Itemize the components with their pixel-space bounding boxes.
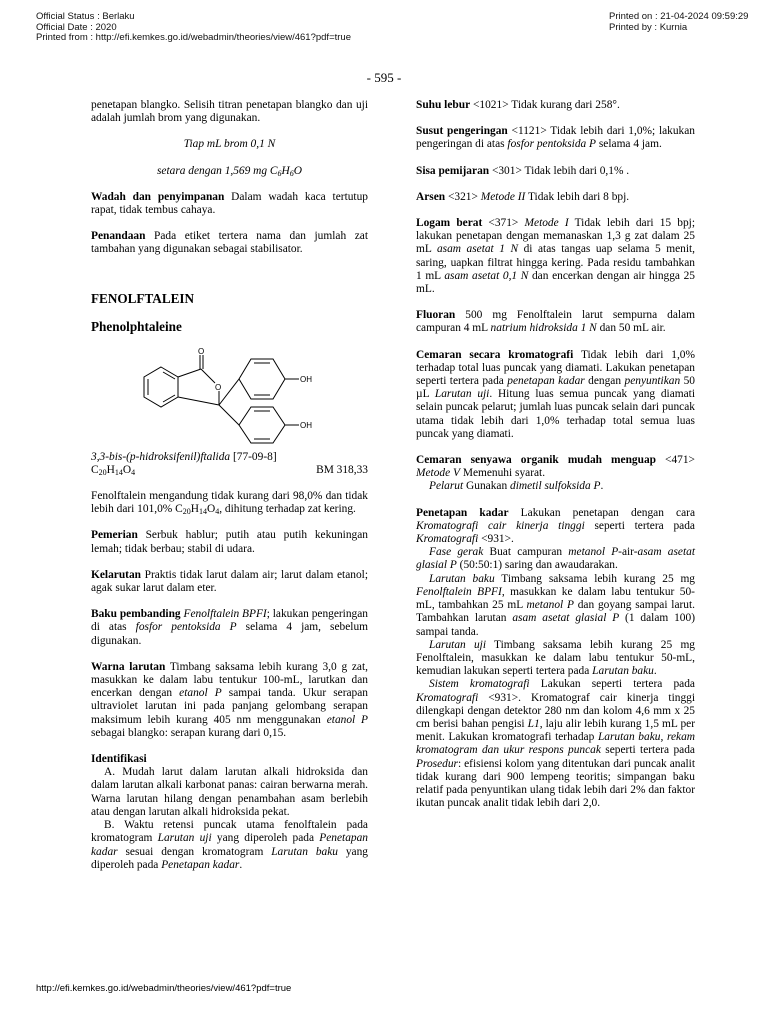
- content-paragraph: Fenolftalein mengandung tidak kurang dari 98,0% dan tidak lebih dari 101,0% $C_{20}H_{14}O_4$, dihitung terhadap zat kering.: [91, 490, 368, 517]
- equivalence-line-2: setara dengan 1,569 mg $C_6H_6O$: [156, 164, 303, 178]
- carbonyl-o-label: O: [198, 346, 205, 356]
- left-column: [91, 99, 368, 872]
- fluoran-label: Fluoran: [416, 309, 456, 322]
- chemical-name-line: [91, 451, 368, 464]
- right-column: [416, 99, 695, 810]
- sisa-pemijaran-section: Sisa pemijaran <301> Tidak lebih dari 0,1% .: [416, 164, 630, 177]
- fase-gerak-paragraph: Fase gerak Buat campuran metanol P-air-asam asetat glasial P (50:50:1) saring dan awaudarakan.: [416, 546, 695, 572]
- print-header-left: [36, 12, 351, 44]
- sistem-kromatografi-paragraph: Sistem kromatografi Lakukan seperti tertera pada Kromatografi <931>. Kromatograf cair kinerja tinggi dilengkapi dengan detektor 280 nm dan kolom 4,6 mm x 25 cm berisi bahan pengisi L1, laju alir lebih kurang 1,5 mL per menit. Lakukan kromatografi terhadap Larutan baku, rekam kromatogram dan ukur respons puncak seperti tertera pada Prosedur: efisiensi kolom yang ditentukan dari puncak analit tidak kurang dari 900 lempeng teoritis; simpangan baku relatif pada penyuntikan ulang tidak lebih dari 2% dan faktor ikutan puncak analit tidak lebih dari 2,0.: [416, 678, 695, 810]
- wadah-section: Wadah dan penyimpanan Dalam wadah kaca tertutup rapat, tidak tembus cahaya.: [91, 190, 368, 217]
- larutan-baku-paragraph: Larutan baku Timbang saksama lebih kurang 25 mg Fenolftalein BPFI, masukkan ke dalam labu tentukur 50-mL, tambahkan 25 mL metanol P dan goyang sampai larut. Tambahkan larutan asam asetat glasial P (1 dalam 100) sampai tanda.: [416, 572, 696, 638]
- susut-pengeringan-label: Susut pengeringan: [416, 125, 508, 138]
- cas-number: [77-09-8]: [230, 450, 277, 463]
- oh-label-bottom: OH: [300, 420, 312, 430]
- cemaran-organik-section: Cemaran senyawa organik mudah menguap <471> Metode V Memenuhi syarat.: [416, 454, 695, 480]
- identifikasi-label: Identifikasi: [91, 753, 147, 766]
- baku-pembanding-label: Baku pembanding: [91, 608, 181, 621]
- benzene-ring: [144, 367, 178, 407]
- identifikasi-a: A. Mudah larut dalam larutan alkali hidroksida dan dalam larutan alkali karbonat panas: cairan berwarna merah. Warna larutan hilang dengan penambahan asam berlebih atau dengan larutan alkali hidroksida pekat.: [91, 766, 368, 818]
- warna-larutan-label: Warna larutan: [91, 660, 166, 673]
- baku-pembanding-section: Baku pembanding Fenolftalein BPFI; lakukan pengeringan di atas fosfor pentoksida P selama 4 jam, sebelum digunakan.: [91, 608, 369, 647]
- susut-pengeringan-section: Susut pengeringan <1121> Tidak lebih dari 1,0%; lakukan pengeringan di atas fosfor pentoksida P selama 4 jam.: [416, 125, 695, 151]
- suhu-lebur-section: Suhu lebur <1021> Tidak kurang dari 258°.: [416, 99, 620, 111]
- warna-larutan-section: Warna larutan Timbang saksama lebih kurang 3,0 g zat, masukkan ke dalam labu tentukur 100-mL, larutkan dan encerkan dengan etanol P sampai tanda. Ukur serapan ultraviolet larutan ini pada panjang gelombang serapan maksimum lebih kurang 405 nm menggunakan etanol P sebagai blangko: serapan kurang dari 0,15.: [91, 660, 369, 739]
- page-number: - 595 -: [366, 70, 402, 85]
- cemaran-kromatografi-label: Cemaran secara kromatografi: [416, 348, 574, 361]
- printed-from: Printed from : http://efi.kemkes.go.id/webadmin/theories/view/461?pdf=true: [36, 32, 351, 43]
- phenolphthalein-structure: [131, 347, 331, 447]
- upper-phenol-ring: [239, 359, 285, 399]
- pemerian-label: Pemerian: [91, 529, 138, 542]
- monograph-subtitle: Phenolphtaleine: [91, 318, 182, 334]
- print-header-right: [609, 12, 748, 33]
- printed-on: Printed on : 21-04-2024 09:59:29: [609, 11, 749, 22]
- intro-paragraph: penetapan blangko. Selisih titran penetapan blangko dan uji adalah jumlah brom yang digunakan.: [91, 99, 368, 125]
- formula-row: [91, 464, 368, 477]
- identifikasi-b: B. Waktu retensi puncak utama fenolftalein pada kromatogram Larutan uji yang diperoleh pada Penetapan kadar sesuai dengan kromatogram Larutan baku yang diperoleh pada Penetapan kadar.: [91, 819, 368, 871]
- printed-by: Printed by : Kurnia: [609, 21, 688, 33]
- suhu-lebur-label: Suhu lebur: [416, 99, 471, 111]
- kelarutan-label: Kelarutan: [91, 568, 141, 581]
- pelarut-line: Pelarut Gunakan dimetil sulfoksida P.: [429, 480, 604, 493]
- arsen-section: Arsen <321> Metode II Tidak lebih dari 8 bpj.: [416, 190, 630, 203]
- fluoran-section: Fluoran 500 mg Fenolftalein larut sempurna dalam campuran 4 mL natrium hidroksida 1 N dan 50 mL air.: [416, 309, 695, 335]
- penetapan-kadar-label: Penetapan kadar: [416, 506, 509, 519]
- wadah-label: Wadah dan penyimpanan: [91, 190, 225, 203]
- footer-url: http://efi.kemkes.go.id/webadmin/theories/view/461?pdf=true: [36, 983, 292, 994]
- molecular-weight: BM 318,33: [316, 463, 368, 476]
- pemerian-section: Pemerian Serbuk hablur; putih atau putih kekuningan lemah; tidak berbau; stabil di udara.: [91, 529, 368, 555]
- ring-o-label: O: [215, 382, 222, 392]
- equivalence-line-1: Tiap mL brom 0,1 N: [183, 138, 276, 151]
- cemaran-organik-label: Cemaran senyawa organik mudah menguap: [416, 454, 656, 467]
- official-date: Official Date : 2020: [36, 21, 117, 33]
- penandaan-label: Penandaan: [91, 230, 146, 243]
- larutan-uji-paragraph: Larutan uji Timbang saksama lebih kurang 25 mg Fenolftalein, masukkan ke dalam labu tentukur 50-mL, kemudian lakukan seperti tertera pada Larutan baku.: [416, 638, 695, 678]
- logam-berat-label: Logam berat: [416, 217, 483, 230]
- molecular-formula: $C_{20}H_{14}O_4$: [91, 463, 136, 477]
- sisa-pemijaran-label: Sisa pemijaran: [416, 164, 490, 177]
- kelarutan-section: Kelarutan Praktis tidak larut dalam air; larut dalam etanol; agak sukar larut dalam eter.: [91, 568, 368, 595]
- penandaan-section: Penandaan Pada etiket tertera nama dan jumlah zat tambahan yang digunakan sebagai stabilisator.: [91, 230, 368, 256]
- cemaran-kromatografi-section: Cemaran secara kromatografi Tidak lebih dari 1,0% terhadap total luas puncak yang diamati. Lakukan penetapan seperti tertera pada penetapan kadar dengan penyuntikan 50 µL Larutan uji. Hitung luas semua puncak yang diamati selain puncak pelarut; jumlah luas puncak selain dari puncak utama tidak lebih dari 1,0% terhadap total semua luas puncak yang diamati.: [416, 348, 696, 440]
- iupac-name: 3,3-bis-(p-hidroksifenil)ftalida: [91, 450, 231, 463]
- official-status: Official Status : Berlaku: [36, 11, 135, 22]
- monograph-title: FENOLFTALEIN: [91, 290, 195, 306]
- oh-label-top: OH: [300, 374, 312, 384]
- logam-berat-section: Logam berat <371> Metode I Tidak lebih dari 15 bpj; lakukan penetapan dengan memanaskan 1,3 g zat dalam 25 mL asam asetat 1 N di atas tangas uap selama 5 menit, saring, uapkan filtrat hingga kering. Pada residu tambahkan 1 mL asam asetat 0,1 N dan encerkan dengan air hingga 25 mL.: [416, 217, 695, 296]
- arsen-label: Arsen: [416, 190, 446, 203]
- lower-phenol-ring: [239, 407, 285, 443]
- penetapan-kadar-section: Penetapan kadar Lakukan penetapan dengan cara Kromatografi cair kinerja tinggi seperti tertera pada Kromatografi <931>.: [416, 506, 695, 546]
